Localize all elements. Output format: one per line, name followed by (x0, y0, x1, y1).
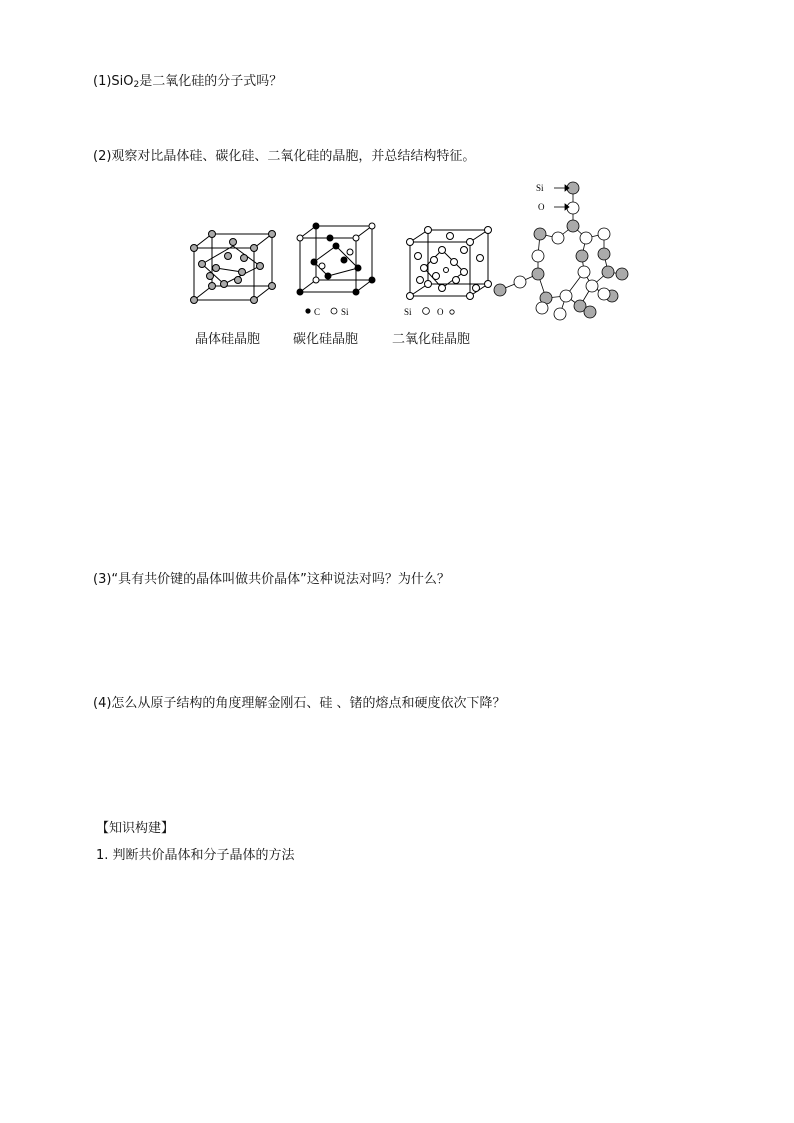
legend-sic-c: C (314, 307, 321, 317)
subscript-2: 2 (133, 80, 140, 90)
carbon-legend-dot (305, 308, 310, 313)
legend-sic-si: Si (341, 307, 349, 317)
legend-sio2-o: O (437, 307, 444, 317)
knowledge-item-1: 1. 判断共价晶体和分子晶体的方法 (96, 848, 295, 863)
sio2-o-legend-circle (450, 310, 454, 314)
question-2: (2)观察对比晶体硅、碳化硅、二氧化硅的晶胞，并总结结构特征。 (93, 149, 476, 164)
knowledge-heading: 【知识构建】 (96, 821, 175, 836)
question-3: (3)“具有共价键的晶体叫做共价晶体”这种说法对吗？为什么？ (93, 572, 450, 587)
caption-crystal-silicon: 晶体硅晶胞 (195, 332, 261, 347)
legend-sio2-si: Si (404, 307, 412, 317)
silicon-cell-diagram (191, 231, 276, 304)
silicon-legend-circle (331, 308, 337, 314)
crystal-cell-drawings (180, 176, 640, 336)
network-label-o: O (538, 202, 545, 212)
silicon-dioxide-cell-diagram (407, 227, 492, 300)
caption-silicon-carbide: 碳化硅晶胞 (293, 332, 359, 347)
caption-silicon-dioxide: 二氧化硅晶胞 (392, 332, 471, 347)
silicon-carbide-cell-diagram (297, 223, 375, 295)
silicon-dioxide-network-diagram (494, 182, 628, 320)
crystal-cell-figure (180, 176, 640, 336)
sio2-si-legend-circle (423, 308, 430, 315)
network-label-si: Si (536, 183, 544, 193)
question-1: (1)SiO$_2$是二氧化硅的分子式吗？ (93, 74, 283, 90)
question-4: (4)怎么从原子结构的角度理解金刚石、硅 、锗的熔点和硬度依次下降？ (93, 696, 506, 711)
